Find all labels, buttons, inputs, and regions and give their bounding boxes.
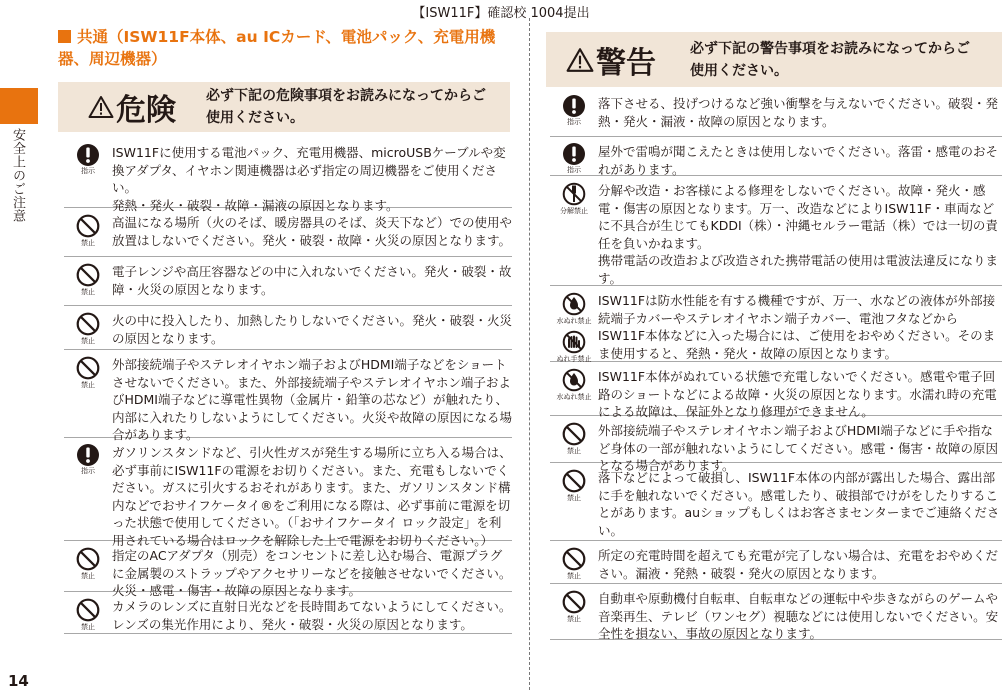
- icon-label: 禁止: [567, 572, 581, 580]
- no-disassembly-icon: [562, 182, 586, 206]
- item-text: [112, 356, 513, 442]
- chapter-tab: [0, 88, 38, 124]
- item-text: [112, 144, 512, 213]
- warning-banner: [546, 32, 1002, 87]
- danger-item: [64, 592, 512, 634]
- item-paragraph: 自動車や原動機付自転車、自転車などの運転中や歩きながらのゲームや音楽再生、テレビ（ワンセグ）視聴などには使用しないでください。安全性を損ない、事故の原因となります。: [598, 591, 999, 641]
- icon-label: 禁止: [567, 615, 581, 623]
- icon-label: 分解禁止: [560, 207, 588, 215]
- prohibited-icon: [76, 263, 100, 287]
- item-paragraph: 落下させる、投げつけるなど強い衝撃を与えないでください。破裂・発熱・発火・漏液・故障の原因となります。: [598, 96, 999, 129]
- danger-message: 必ず下記の危険事項をお読みになってからご使用ください。: [206, 88, 486, 126]
- warning-item: [550, 584, 1002, 640]
- warning-item: [550, 463, 1002, 541]
- danger-word: 危険: [116, 93, 176, 128]
- item-paragraph: 電子レンジや高圧容器などの中に入れないでください。発火・破裂・故障・火災の原因となります。: [112, 264, 512, 297]
- item-paragraph: 指定のACアダプタ（別売）をコンセントに差し込む場合、電源プラグに金属製のストラップやアクセサリーなどを接触させないでください。火災・感電・傷害・故障の原因となります。: [112, 548, 512, 598]
- item-icon-column: [64, 598, 112, 633]
- section-title: [58, 26, 518, 70]
- warning-word: 警告: [596, 45, 656, 81]
- prohibited-icon: [76, 547, 100, 571]
- danger-item: [64, 541, 512, 598]
- side-tab-label: 安全上のご注意: [10, 128, 25, 223]
- item-icon-column: [64, 356, 112, 437]
- item-icon-column: [550, 469, 598, 540]
- icon-label: 禁止: [81, 623, 95, 631]
- icon-label: 禁止: [81, 239, 95, 247]
- alert-triangle-icon: [88, 95, 114, 119]
- warning-item: [550, 176, 1002, 286]
- prohibited-icon: [562, 590, 586, 614]
- item-text: [598, 547, 1002, 583]
- prohibited-icon: [562, 469, 586, 493]
- item-paragraph: 高温になる場所（火のそば、暖房器具のそば、炎天下など）での使用や放置はしないでください。発火・破裂・故障・火災の原因となります。: [112, 215, 513, 248]
- item-text: [112, 547, 512, 598]
- danger-item: [64, 208, 512, 257]
- item-icon-column: [64, 444, 112, 540]
- danger-item: [64, 438, 512, 548]
- section-title-text: 共通（ISW11F本体、au ICカード、電池パック、充電用機器、周辺機器）: [58, 28, 496, 68]
- danger-list: [64, 138, 512, 634]
- warning-item: [550, 362, 1002, 419]
- warning-item: [550, 137, 1002, 176]
- icon-label: 水ぬれ禁止: [556, 317, 592, 325]
- prohibited-icon: [562, 547, 586, 571]
- item-icon-column: [550, 547, 598, 583]
- item-icon-column: [550, 95, 598, 136]
- item-text: [598, 292, 1002, 361]
- danger-item: [64, 138, 512, 213]
- item-text: [112, 444, 512, 548]
- item-paragraph: 携帯電話の改造および改造された携帯電話の使用は電波法違反になります。: [598, 253, 999, 286]
- item-text: [598, 143, 1002, 175]
- item-paragraph: 屋外で雷鳴が聞こえたときは使用しないでください。落雷・感電のおそれがあります。: [598, 144, 999, 177]
- item-icon-column: [64, 547, 112, 591]
- icon-label: 禁止: [81, 572, 95, 580]
- item-paragraph: 落下などによって破損し、ISW11F本体の内部が露出した場合、露出部に手を触れないでください。感電したり、破損部でけがをしたりすることがあります。auショップもしくはお客さまセンターまでご連絡ください。: [598, 470, 1000, 538]
- icon-label: 指示: [81, 467, 95, 475]
- item-icon-column: [64, 214, 112, 256]
- alert-triangle-icon: [566, 47, 594, 73]
- item-text: [112, 263, 512, 305]
- item-paragraph: ISW11Fは防水性能を有する機種ですが、万一、水などの液体が外部接続端子カバーやステレオイヤホン端子カバー、電池フタなどからISW11F本体などに入った場合には、ご使用をおやめください。そのまま使用すると、発熱・発火・故障の原因となります。: [598, 293, 996, 361]
- item-text: [112, 598, 512, 633]
- prohibited-icon: [76, 214, 100, 238]
- item-paragraph: 火の中に投入したり、加熱したりしないでください。発火・破裂・火災の原因となります。: [112, 313, 513, 346]
- no-wet-hands-icon: [562, 330, 586, 354]
- danger-item: [64, 306, 512, 350]
- icon-label: 禁止: [567, 494, 581, 502]
- page-number: 14: [8, 672, 29, 690]
- warning-item: [550, 541, 1002, 584]
- icon-label: ぬれ手禁止: [556, 355, 592, 363]
- item-paragraph: 外部接続端子やステレオイヤホン端子およびHDMI端子などをショートさせないでください。また、外部接続端子やステレオイヤホン端子およびHDMI端子などに導電性異物（金属片・鉛筆の芯など）が触れたり、内部に入れたりしないようにしてください。火災や故障の原因になる場合があります。: [112, 357, 513, 442]
- icon-label: 指示: [81, 167, 95, 175]
- item-text: [598, 182, 1002, 285]
- item-text: [598, 95, 1002, 136]
- instruction-icon: [77, 144, 99, 166]
- warning-list: [550, 89, 1002, 640]
- warning-item: [550, 286, 1002, 362]
- danger-item: [64, 257, 512, 306]
- warning-item: [550, 416, 1002, 473]
- item-text: [598, 368, 1002, 419]
- item-paragraph: ISW11F本体がぬれている状態で充電しないでください。感電や電子回路のショートなどによる故障・火災の原因となります。水濡れ時の充電による故障は、保証外となり修理ができません。: [598, 369, 997, 419]
- item-paragraph: 所定の充電時間を超えても充電が完了しない場合は、充電をおやめください。漏液・発熱・破裂・発火の原因となります。: [598, 548, 999, 581]
- icon-label: 禁止: [81, 288, 95, 296]
- danger-banner: [58, 82, 510, 132]
- prohibited-icon: [76, 356, 100, 380]
- item-text: [112, 312, 512, 349]
- item-icon-column: [64, 312, 112, 349]
- item-paragraph: カメラのレンズに直射日光などを長時間あてないようにしてください。レンズの集光作用により、発火・破裂・火災の原因となります。: [112, 599, 512, 632]
- item-icon-column: [550, 590, 598, 639]
- prohibited-icon: [76, 598, 100, 622]
- item-icon-column: [550, 422, 598, 462]
- item-icon-column: [550, 292, 598, 361]
- prohibited-icon: [76, 312, 100, 336]
- item-text: [598, 422, 1002, 473]
- prohibited-icon: [562, 422, 586, 446]
- item-paragraph: 外部接続端子やステレオイヤホン端子およびHDMI端子などに手や指など身体の一部が触れないようにしてください。感電・傷害・故障の原因となる場合があります。: [598, 423, 999, 473]
- item-paragraph: ガソリンスタンドなど、引火性ガスが発生する場所に立ち入る場合は、必ず事前にISW11Fの電源をお切りください。また、充電もしないでください。ガスに引火するおそれがあります。また、ガソリンスタンド構内などでおサイフケータイ®をご利用になる際は、必ず事前に電源を切った状態で使用してください。（「おサイフケータイ ロック設定」を利用されている場合はロックを解除した上で電源をお切りください。）: [112, 445, 512, 548]
- page-header: 【ISW11F】確認校 1004提出: [412, 6, 590, 21]
- no-water-icon: [562, 292, 586, 316]
- item-icon-column: [550, 182, 598, 285]
- column-divider: [529, 18, 530, 690]
- item-paragraph: ISW11Fに使用する電池パック、充電用機器、microUSBケーブルや変換アダプタ、イヤホン関連機器は必ず指定の周辺機器をご使用ください。: [112, 145, 506, 195]
- item-paragraph: 発熱・発火・破裂・故障・漏液の原因となります。: [112, 197, 399, 213]
- icon-label: 禁止: [81, 381, 95, 389]
- warning-message: 必ず下記の警告事項をお読みになってからご使用ください。: [690, 40, 970, 79]
- instruction-icon: [563, 95, 585, 117]
- item-text: [598, 469, 1002, 540]
- item-icon-column: [550, 368, 598, 415]
- icon-label: 指示: [567, 166, 581, 174]
- section-marker: [58, 30, 71, 43]
- item-icon-column: [550, 143, 598, 175]
- item-text: [112, 214, 512, 256]
- icon-label: 禁止: [567, 447, 581, 455]
- item-text: [598, 590, 1002, 639]
- icon-label: 指示: [567, 118, 581, 126]
- item-icon-column: [64, 263, 112, 305]
- item-paragraph: 分解や改造・お客様による修理をしないでください。故障・発火・感電・傷害の原因となります。万一、改造などによりISW11F・車両などに不具合が生じてもKDDI（株）・沖縄セルラー電話（株）では一切の責任を負いかねます。: [598, 183, 998, 251]
- danger-item: [64, 350, 513, 442]
- icon-label: 水ぬれ禁止: [556, 393, 592, 401]
- instruction-icon: [77, 444, 99, 466]
- item-icon-column: [64, 144, 112, 207]
- icon-label: 禁止: [81, 337, 95, 345]
- no-water-icon: [562, 368, 586, 392]
- warning-item: [550, 89, 1002, 137]
- instruction-icon: [563, 143, 585, 165]
